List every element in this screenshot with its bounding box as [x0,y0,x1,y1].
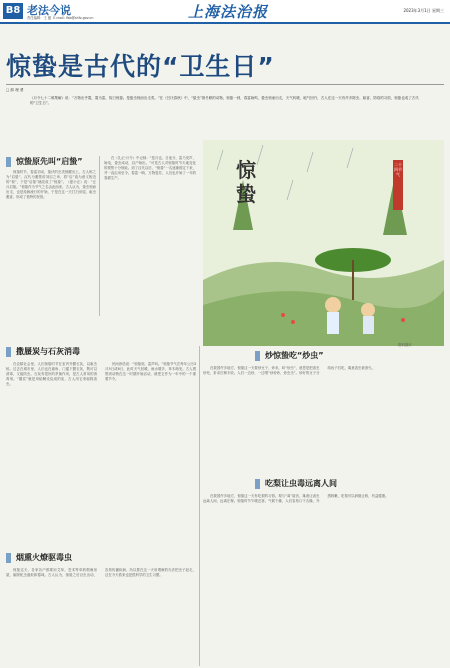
section-heading-4: 烟熏火燎驱毒虫 [6,552,72,564]
section-heading-5: 吃梨让虫毒远离人间 [255,478,337,490]
section-body-5: 在我国许多地方，惊蛰这一天有吃梨的习俗。梨与“离”谐音，寓意让害虫远离人间，远离庄稼。惊蛰时节乍暖还寒，气候干燥，人们容易口干舌燥、外感咳嗽，吃梨可以润肺止咳，有益健康。 [203,494,389,503]
page-number: B8 [3,3,23,19]
section-body-1-cont: 在《礼记·月令》中记载：“是月也，日夜分，雷乃发声，始电，蛰虫咸动，启户始出。”可见古人对惊蛰时节天地变化的观察十分细致。到了汉代以后，“惊蛰”一名逐渐固定下来，并一直沿用至今。春雷一响，万物复苏，人们也开始了一年的春耕生产。 [104,156,196,180]
dateline: 2023年3月1日 星期三 [403,8,444,13]
section-body-4: 惊蛰这天，各家各户都要用艾草、苍术等草药烟熏房屋，驱除蛇虫鼠蚁和霉味。古人认为，惊蛰之后百虫出动，容易传播疾病，所以要在这一天用烟熏的办法把虫子赶走，这在今天看来也是很科学的卫生习惯。 [6,568,196,577]
column-rule [199,346,200,666]
article-title: 惊蛰是古代的“卫生日” [6,52,275,81]
masthead: 上海法治报 [188,3,269,21]
vertical-title: 惊蛰 [236,158,256,206]
page-header [0,0,450,22]
image-credit: 资料图片 [398,343,412,347]
title-rule [6,84,444,85]
solar-term-label: 二十四节气 [393,160,403,210]
header-rule [0,22,450,24]
editor-line: 责任编辑：王 蕴 E-mail: lfsb@shfz.gov.cn [27,16,94,20]
article-intro: 《月令七十二候集解》说：“万物出乎震，震为雷，故曰惊蛰。是蛰虫惊而出走矣。”在《吕氏春秋》中，“蛰虫”指冬眠的动物。惊蛰一到，春雷始鸣，蛰虫惊而出走，天气转暖，地气回升，古人在这一天有许多除虫、驱害、防疫的习俗，惊蛰也成了古代的“卫生日”。 [30,96,419,106]
section-body-1: 惊蛰时节，春雷初动，蛰伏的虫类惊醒出土，古人称之为“启蛰”。汉代为避景帝刘启之讳，将“启”改为意义相近的“惊”，于是“启蛰”就改成了“惊蛰”。《夏小正》说：“正月启蛰。”惊蛰作为节气之名由此而来。古人认为，蛰虫惊而出走，也是疫病流行的开始，于是在这一天打扫房屋，驱虫避害，形成了独特的民俗。 [6,170,96,199]
editor-email: E-mail: lfsb@shfz.gov.cn [53,16,94,20]
section-name: 老法今说 [27,4,71,17]
section-heading-1: 惊蛰原先叫“启蛰” [6,156,83,168]
column-rule [99,156,100,316]
section-heading-2: 撒蜃炭与石灰消毒 [6,346,80,358]
byline: □ 薛 理 勇 [6,88,24,92]
section-body-3: 在我国许多地方，惊蛰这一天要炒豆子、炒米，叫“炒虫”，意思是把害虫炒死，祈求庄稼丰收。人们一边炒，一边唱“炒炒炒，炒虫虫”。炒好的豆子分给孩子们吃，寓意害虫被消灭。 [203,366,375,375]
section-body-2: 在农耕社会里，人们惊蛰时节在室内外撒石灰，以驱虫蚁。过去在城市里，人们也在墙角、门槛下撒石灰，既可以消毒，又能防虫。石灰有很好的杀菌作用，是古人常用的消毒剂。“蜃炭”就是用蛤蜊壳烧成的灰，古人用它来驱除害虫。 民间谚语说：“惊蛰到，雷声叫。”惊蛰节气在每年公历3月5日或6日，此时天气回暖，雨水增多，草木萌发。古人观察到动物在这一时期开始活动，就把它作为一年中的一个重要节令。 [6,362,196,386]
section-heading-3: 炒惊蛰吃“炒虫” [255,350,324,362]
